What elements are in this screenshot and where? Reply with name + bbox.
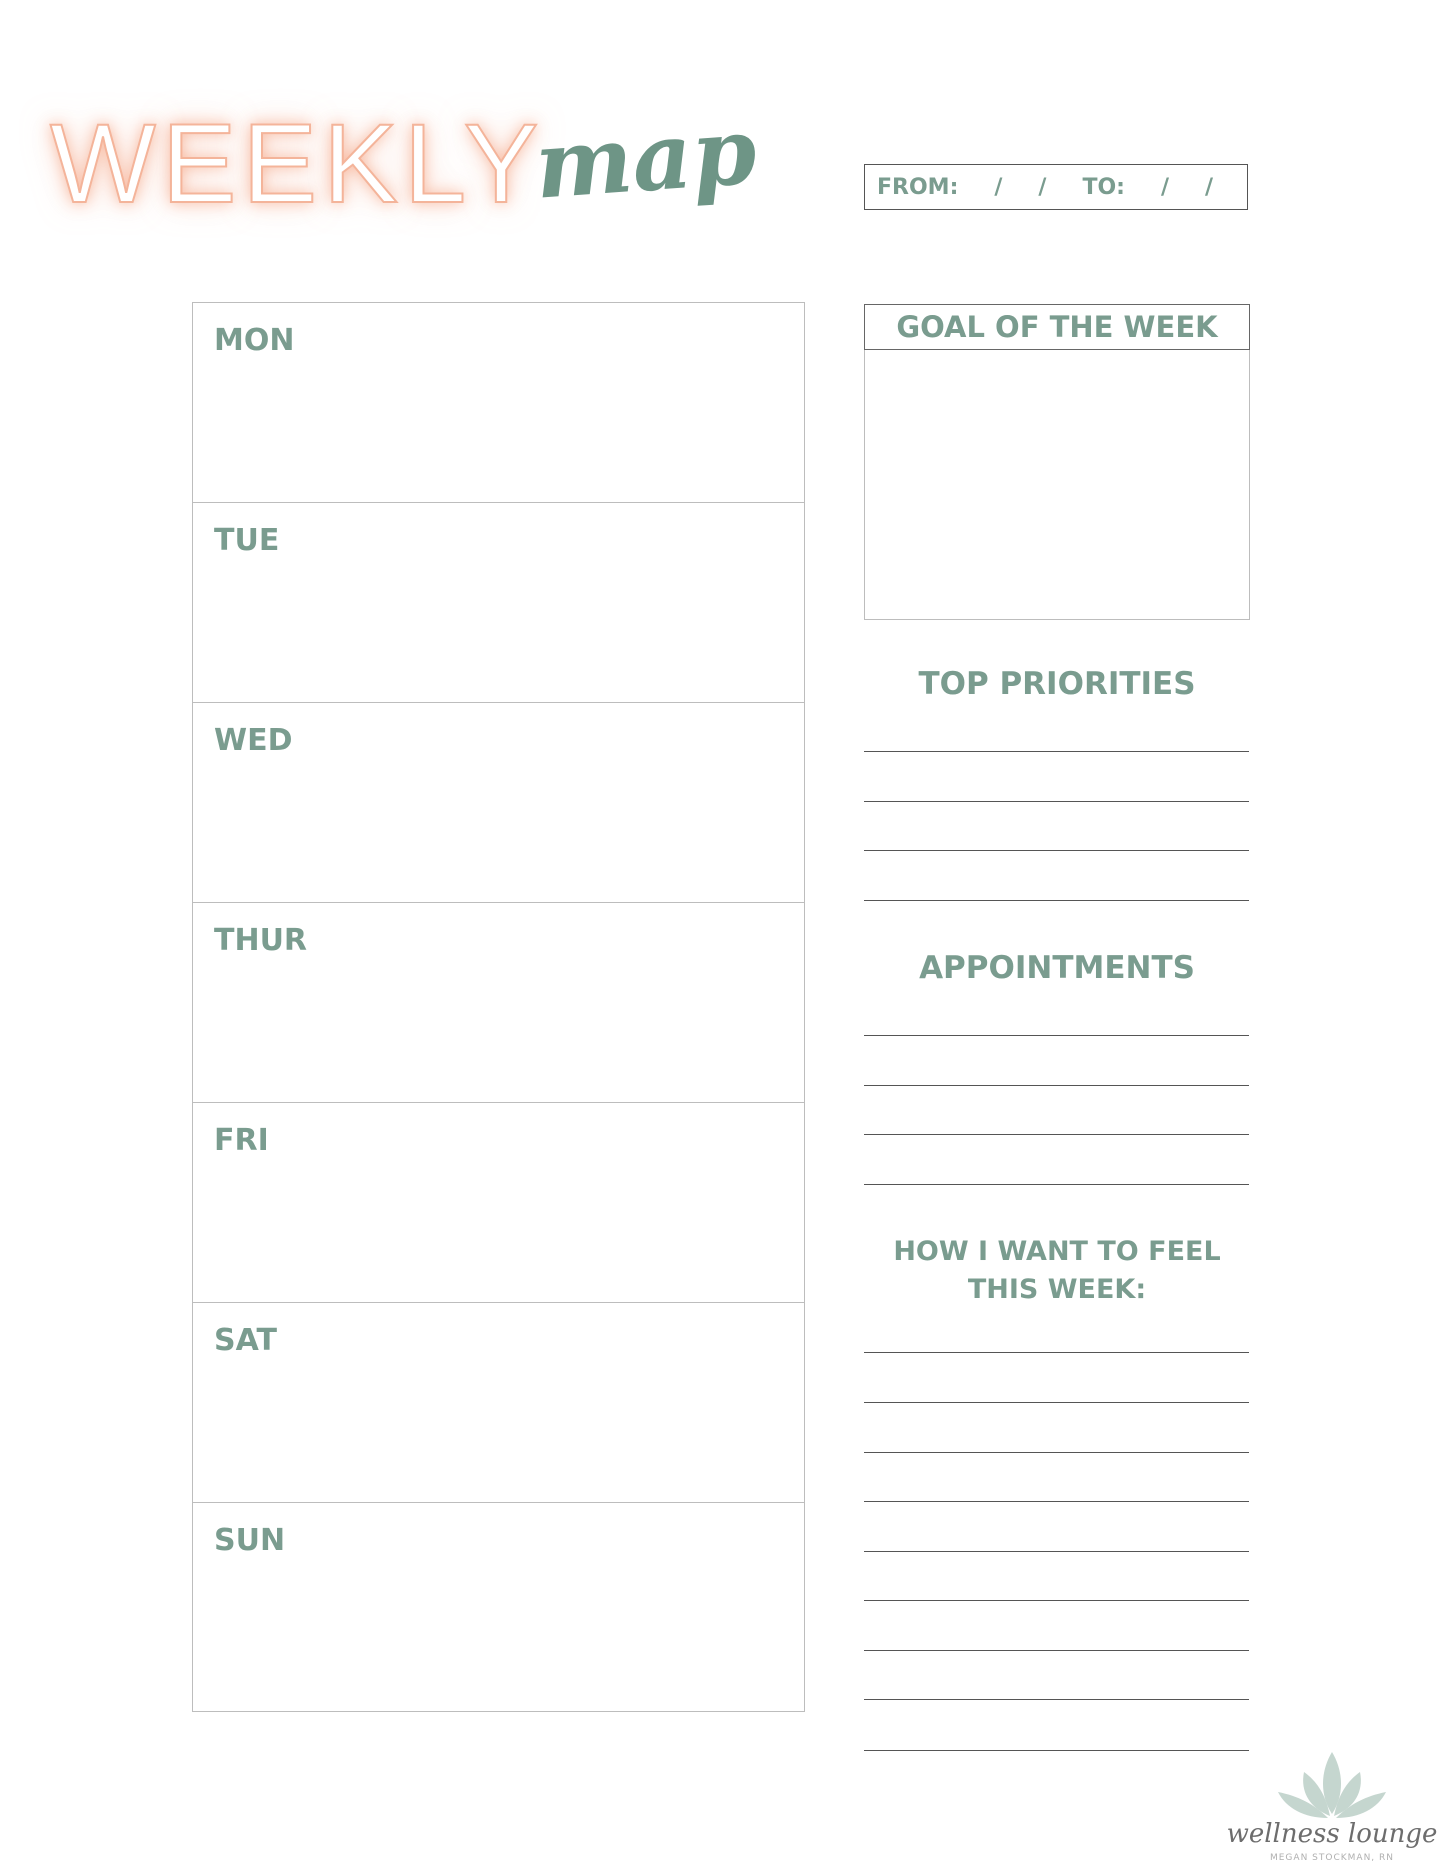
lotus-icon bbox=[1226, 1744, 1438, 1868]
days-column bbox=[192, 302, 805, 1712]
logo-brand: wellness lounge bbox=[1226, 1819, 1438, 1849]
date-separator: / bbox=[1160, 174, 1170, 200]
from-label: FROM: bbox=[877, 174, 959, 200]
day-label: TUE bbox=[214, 523, 280, 558]
appointment-line[interactable] bbox=[864, 1184, 1249, 1185]
day-box-sat[interactable] bbox=[193, 1303, 804, 1503]
day-box-thur[interactable] bbox=[193, 903, 804, 1103]
day-label: WED bbox=[214, 723, 293, 758]
feel-line[interactable] bbox=[864, 1600, 1249, 1601]
date-separator: / bbox=[1038, 174, 1047, 200]
logo-subtitle: MEGAN STOCKMAN, RN bbox=[1269, 1853, 1395, 1863]
appointment-line[interactable] bbox=[864, 1035, 1249, 1036]
day-box-tue[interactable] bbox=[193, 503, 804, 703]
wellness-lounge-logo bbox=[1226, 1744, 1438, 1868]
day-box-sun[interactable] bbox=[193, 1503, 804, 1713]
priority-line[interactable] bbox=[864, 801, 1249, 802]
feel-line[interactable] bbox=[864, 1402, 1249, 1403]
day-label: SAT bbox=[214, 1323, 277, 1358]
day-box-fri[interactable] bbox=[193, 1103, 804, 1303]
appointment-line[interactable] bbox=[864, 1134, 1249, 1135]
date-separator: / bbox=[1205, 174, 1214, 200]
goal-heading: GOAL OF THE WEEK bbox=[864, 304, 1250, 350]
to-label: TO: bbox=[1082, 174, 1125, 200]
date-range-box[interactable] bbox=[864, 164, 1248, 210]
feel-line[interactable] bbox=[864, 1699, 1249, 1700]
feel-line[interactable] bbox=[864, 1452, 1249, 1453]
appointment-line[interactable] bbox=[864, 1085, 1249, 1086]
priority-line[interactable] bbox=[864, 850, 1249, 851]
title-map-script: map bbox=[531, 96, 760, 220]
appointments-heading: APPOINTMENTS bbox=[919, 950, 1195, 986]
feel-line[interactable] bbox=[864, 1750, 1249, 1751]
feel-heading-line2: THIS WEEK: bbox=[967, 1274, 1147, 1305]
priorities-heading: TOP PRIORITIES bbox=[918, 666, 1196, 702]
goal-box[interactable] bbox=[864, 304, 1250, 620]
day-box-wed[interactable] bbox=[193, 703, 804, 903]
feel-line[interactable] bbox=[864, 1650, 1249, 1651]
day-label: FRI bbox=[214, 1123, 269, 1158]
feel-heading-line1: HOW I WANT TO FEEL bbox=[893, 1236, 1221, 1267]
feel-line[interactable] bbox=[864, 1501, 1249, 1502]
day-label: MON bbox=[214, 323, 295, 358]
feel-heading bbox=[864, 1233, 1250, 1309]
day-box-mon[interactable] bbox=[193, 303, 804, 503]
priority-line[interactable] bbox=[864, 900, 1249, 901]
feel-line[interactable] bbox=[864, 1551, 1249, 1552]
priority-line[interactable] bbox=[864, 751, 1249, 752]
day-label: SUN bbox=[214, 1523, 286, 1558]
date-separator: / bbox=[994, 174, 1003, 200]
title-weekly: WEEKLY bbox=[50, 101, 545, 226]
day-label: THUR bbox=[214, 923, 308, 958]
feel-line[interactable] bbox=[864, 1352, 1249, 1353]
